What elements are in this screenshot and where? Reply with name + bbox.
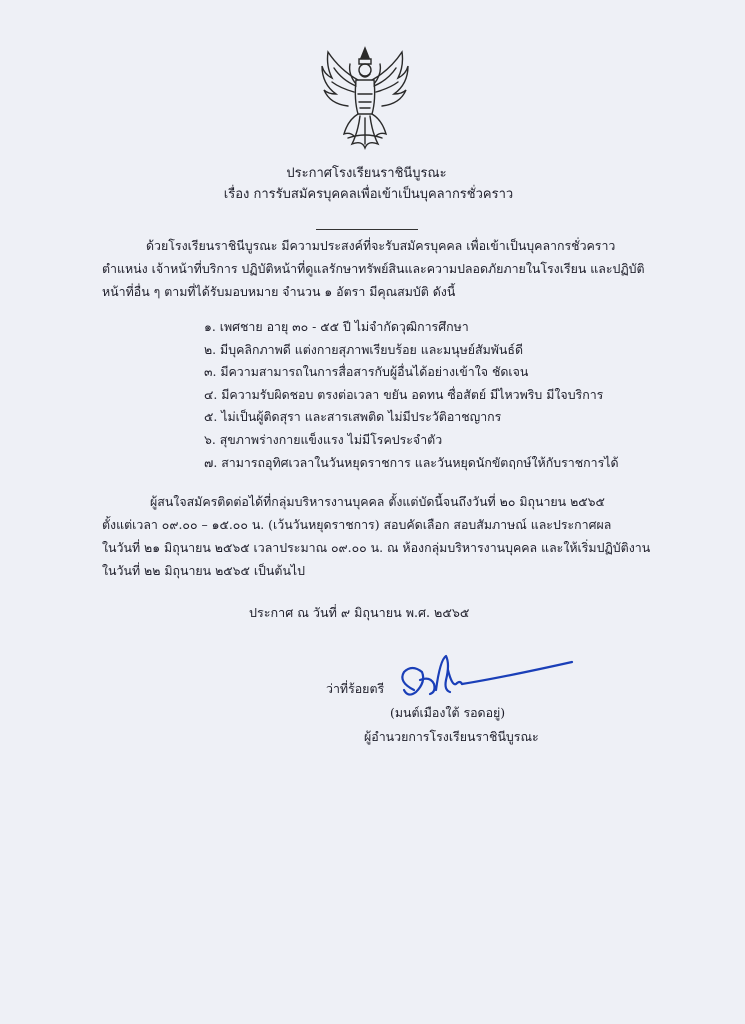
handwritten-signature [390,650,580,710]
signatory-position: ผู้อำนวยการโรงเรียนราชินีบูรณะ [364,729,539,744]
announcement-title: ประกาศโรงเรียนราชินีบูรณะ [286,166,447,181]
title-divider [316,229,418,230]
qualification-item: ๑. เพศชาย อายุ ๓๐ - ๕๕ ปี ไม่จำกัดวุฒิการศึกษา [204,319,469,334]
qualification-item: ๓. มีความสามารถในการสื่อสารกับผู้อื่นได้อย่างเข้าใจ ชัดเจน [204,364,529,380]
announcement-date: ประกาศ ณ วันที่ ๙ มิถุนายน พ.ศ. ๒๕๖๕ [249,605,470,620]
intro-line: หน้าที่อื่น ๆ ตามที่ได้รับมอบหมาย จำนวน ๑ อัตรา มีคุณสมบัติ ดังนี้ [102,284,456,299]
intro-paragraph [102,234,672,303]
qualification-item: ๕. ไม่เป็นผู้ติดสุรา และสารเสพติด ไม่มีประวัติอาชญากร [204,409,502,425]
application-line: ผู้สนใจสมัครติดต่อได้ที่กลุ่มบริหารงานบุคคล ตั้งแต่บัดนี้จนถึงวันที่ ๒๐ มิถุนายน ๒๕๖๕ [150,494,605,509]
intro-line: ตำแหน่ง เจ้าหน้าที่บริการ ปฏิบัติหน้าที่ดูแลรักษาทรัพย์สินและความปลอดภัยภายในโรงเรียน และปฏิบัติ [102,261,645,276]
intro-line: ด้วยโรงเรียนราชินีบูรณะ มีความประสงค์ที่จะรับสมัครบุคคล เพื่อเข้าเป็นบุคลากรชั่วคราว [146,238,616,253]
application-line: ในวันที่ ๒๒ มิถุนายน ๒๕๖๕ เป็นต้นไป [102,563,306,578]
qualification-list [204,316,619,474]
signatory-rank: ว่าที่ร้อยตรี [326,681,385,696]
signatory-name: (มนต์เมืองใต้ รอดอยู่) [390,705,506,720]
announcement-subject: เรื่อง การรับสมัครบุคคลเพื่อเข้าเป็นบุคลากรชั่วคราว [223,187,514,202]
application-line: ตั้งแต่เวลา ๐๙.๐๐ – ๑๕.๐๐ น. (เว้นวันหยุดราชการ) สอบคัดเลือก สอบสัมภาษณ์ และประกาศผล [102,517,612,532]
application-paragraph [102,490,672,582]
qualification-item: ๗. สามารถอุทิศเวลาในวันหยุดราชการ และวันหยุดนักขัตฤกษ์ให้กับราชการได้ [204,454,619,470]
application-line: ในวันที่ ๒๑ มิถุนายน ๒๕๖๕ เวลาประมาณ ๐๙.๐๐ น. ณ ห้องกลุ่มบริหารงานบุคคล และให้เริ่มปฏิบัติงาน [102,540,651,555]
qualification-item: ๖. สุขภาพร่างกายแข็งแรง ไม่มีโรคประจำตัว [204,431,443,447]
qualification-item: ๒. มีบุคลิกภาพดี แต่งกายสุภาพเรียบร้อย และมนุษย์สัมพันธ์ดี [204,341,523,357]
qualification-item: ๔. มีความรับผิดชอบ ตรงต่อเวลา ขยัน อดทน ซื่อสัตย์ มีไหวพริบ มีใจบริการ [204,386,604,402]
garuda-emblem-icon [318,44,412,152]
